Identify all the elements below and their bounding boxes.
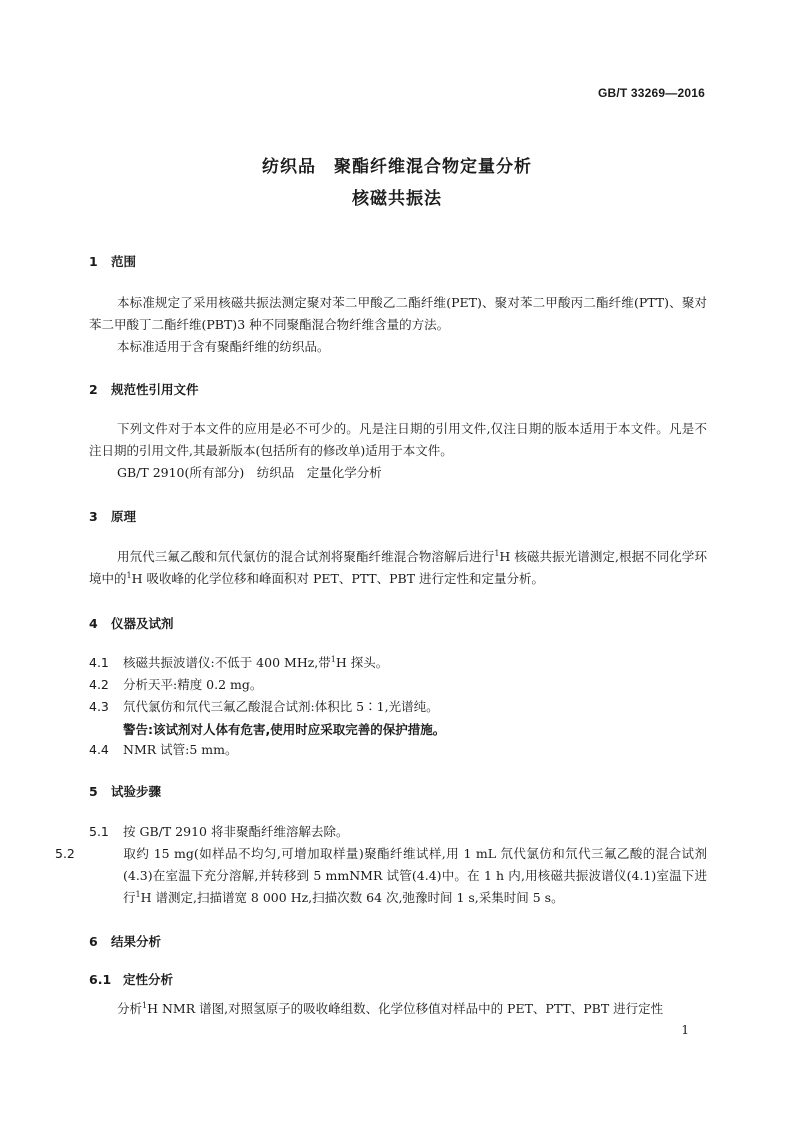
warning-text: 警告:该试剂对人体有危害,使用时应采取完善的保护措施。 [123, 722, 446, 737]
text: 核磁共振波谱仪:不低于 400 MHz,带 [123, 655, 331, 670]
text: H 探头。 [335, 655, 389, 670]
text: H NMR 谱图,对照氢原子的吸收峰组数、化学位移值对样品中的 PET、PTT、PBT 进行定性 [147, 1001, 664, 1016]
paragraph [89, 998, 707, 1020]
text: 分析天平:精度 0.2 mg。 [123, 677, 263, 692]
section-heading-apparatus [89, 614, 174, 632]
text: NMR 试管:5 mm。 [123, 742, 238, 757]
superscript: 1 [135, 890, 141, 899]
document-subtitle: 核磁共振法 [352, 189, 442, 209]
item-number: 4.1 [89, 655, 109, 670]
superscript: 1 [142, 1001, 148, 1010]
text: 用氘代三氟乙酸和氘代氯仿的混合试剂将聚酯纤维混合物溶解后进行 [117, 549, 495, 564]
subsection-number: 6.1 [89, 972, 112, 987]
text: 取约 15 mg(如样品不均匀,可增加取样量)聚酯纤维试样,用 1 mL 氘代氯仿和氘代三氟乙酸的混合试剂(4.3)在室温下充分溶解,并转移到 5 mmNMR 试管(4.4)中。在 1 h 内,用核磁共振波谱仪(4.1)室温下进行 [123, 846, 707, 905]
item-number: 4.4 [89, 742, 109, 757]
list-item [55, 843, 707, 909]
section-number: 3 [89, 509, 98, 524]
section-heading-normative-references [89, 380, 199, 398]
section-heading-procedure [89, 782, 161, 800]
section-number: 6 [89, 934, 98, 949]
text: H 谱测定,扫描谱宽 8 000 Hz,扫描次数 64 次,弛豫时间 1 s,采集时间 5 s。 [140, 890, 564, 905]
item-number: 5.1 [89, 824, 109, 839]
list-item [89, 696, 707, 718]
section-title: 结果分析 [111, 934, 162, 949]
section-number: 2 [89, 382, 98, 397]
superscript: 1 [494, 549, 500, 558]
text: 氘代氯仿和氘代三氟乙酸混合试剂:体积比 5∶1,光谱纯。 [123, 699, 439, 714]
list-item [89, 674, 707, 696]
paragraph: 本标准适用于含有聚酯纤维的纺织品。 [117, 339, 330, 354]
superscript: 1 [126, 571, 132, 580]
list-item [89, 652, 707, 674]
item-number: 4.3 [89, 699, 109, 714]
item-number: 5.2 [55, 846, 75, 861]
text: H 核磁共振光谱测定,根据不同化学环境中的 [89, 549, 707, 586]
section-title: 规范性引用文件 [111, 382, 199, 397]
text: 分析 [117, 1001, 143, 1016]
superscript: 1 [330, 655, 336, 664]
section-heading-scope [89, 252, 136, 270]
section-heading-principle [89, 507, 136, 525]
standard-code: GB/T 33269—2016 [597, 86, 705, 100]
paragraph: 下列文件对于本文件的应用是必不可少的。凡是注日期的引用文件,仅注日期的版本适用于本文件。凡是不注日期的引用文件,其最新版本(包括所有的修改单)适用于本文件。 [89, 421, 707, 458]
item-number: 4.2 [89, 677, 109, 692]
section-heading-results [89, 932, 161, 950]
section-title: 仪器及试剂 [111, 616, 174, 631]
reference-item: GB/T 2910(所有部分) 纺织品 定量化学分析 [117, 465, 382, 480]
list-item [89, 821, 707, 843]
text: H 吸收峰的化学位移和峰面积对 PET、PTT、PBT 进行定性和定量分析。 [131, 571, 545, 586]
subsection-heading-qualitative [89, 970, 173, 988]
section-number: 5 [89, 784, 98, 799]
section-title: 试验步骤 [111, 784, 162, 799]
page-number: 1 [681, 1023, 689, 1037]
paragraph [89, 546, 707, 590]
text: 按 GB/T 2910 将非聚酯纤维溶解去除。 [123, 824, 349, 839]
section-number: 4 [89, 616, 98, 631]
subsection-title: 定性分析 [123, 972, 174, 987]
section-number: 1 [89, 254, 98, 269]
paragraph: 本标准规定了采用核磁共振法测定聚对苯二甲酸乙二酯纤维(PET)、聚对苯二甲酸丙二酯纤维(PTT)、聚对苯二甲酸丁二酯纤维(PBT)3 种不同聚酯混合物纤维含量的方法。 [89, 295, 707, 332]
section-title: 范围 [111, 254, 137, 269]
list-item [89, 739, 707, 761]
document-title: 纺织品 聚酯纤维混合物定量分析 [262, 157, 532, 177]
section-title: 原理 [111, 509, 137, 524]
